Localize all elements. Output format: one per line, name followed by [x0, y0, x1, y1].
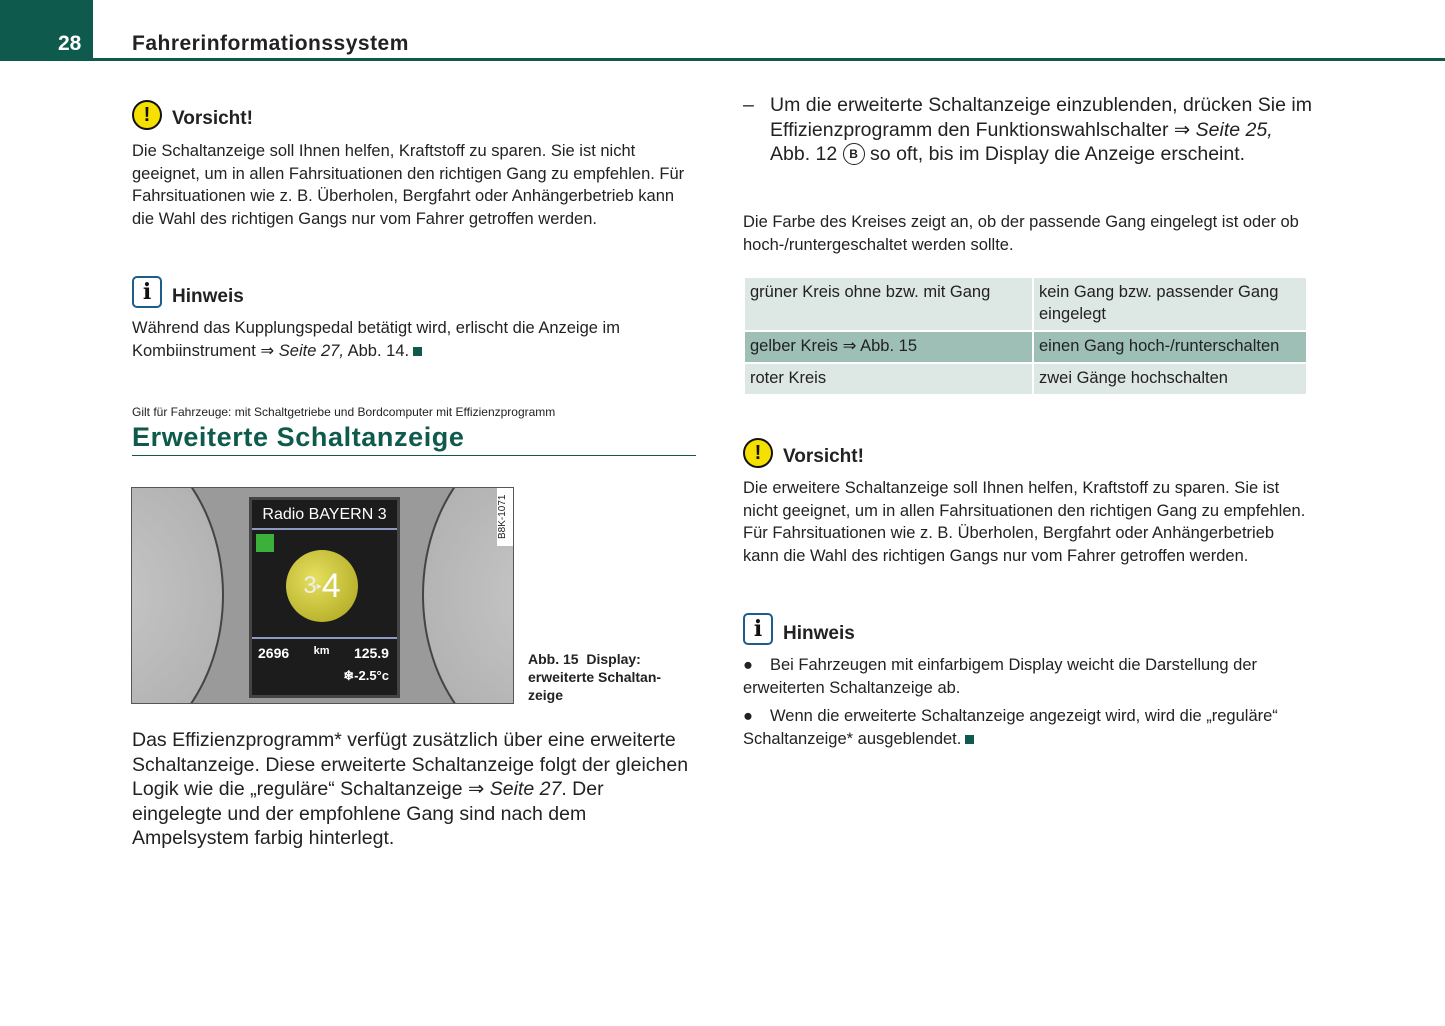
caution-text: Die Schaltanzeige soll Ihnen helfen, Kraftstoff zu sparen. Sie ist nicht geeignet, um in allen Fahrsituationen den richtigen Gang zu empfehlen. Für Fahrsituationen wie z. B. Überholen, Bergfahrt oder Anhängerbetrieb kann die Wahl des richtigen Gangs nur vom Fahrer getroffen werden.	[132, 142, 685, 228]
callout-b-icon: B	[843, 143, 865, 165]
caution-heading	[132, 100, 253, 130]
table-cell: grüner Kreis ohne bzw. mit Gang	[744, 277, 1033, 331]
page-reference-link[interactable]: Seite 25,	[1195, 118, 1273, 141]
end-marker-icon	[413, 347, 422, 356]
radio-station: Radio BAYERN 3	[262, 506, 387, 523]
warning-icon: !	[132, 100, 162, 130]
table-row	[744, 331, 1307, 363]
table-cell: kein Gang bzw. passender Gang eingelegt	[1033, 277, 1307, 331]
caption-number: Abb. 15	[528, 651, 579, 667]
body-text-a: Das Effizienzprogramm* verfügt zusätzlich über eine erweiterte Schaltanzeige. Diese erweiterte Schaltanzeige folgt der gleichen Logik wie die „reguläre“ Schaltanzeige ⇒	[132, 729, 689, 801]
left-gauge	[131, 487, 224, 704]
caution-text: Die erweitere Schaltanzeige soll Ihnen helfen, Kraftstoff zu sparen. Sie ist nicht geeignet, um in allen Fahrsituationen den richtigen Gang zu empfehlen. Für Fahrsituationen wie z. B. Überholen, Bergfahrt oder Anhängerbetrieb kann die Wahl des richtigen Gangs nur vom Fahrer getroffen werden.	[743, 479, 1306, 565]
odometer-unit: km	[313, 645, 330, 657]
list-item-text: Bei Fahrzeugen mit einfarbigem Display weicht die Darstellung der erweiterten Schaltanzeige ab.	[743, 656, 1257, 697]
applicability-note: Gilt für Fahrzeuge: mit Schaltgetriebe und Bordcomputer mit Effizienzprogramm	[132, 405, 556, 419]
header-rule	[0, 58, 1445, 61]
body-paragraph	[132, 728, 697, 851]
list-item	[743, 654, 1311, 699]
figure-id: B8K-1071	[497, 488, 513, 546]
chapter-title: Fahrerinformationssystem	[132, 32, 409, 55]
info-icon: i	[132, 276, 162, 308]
page-reference-link[interactable]: Seite 27	[489, 778, 562, 801]
end-marker-icon	[965, 735, 974, 744]
bullet-icon: ●	[743, 707, 753, 725]
recommended-gear: 4	[321, 566, 341, 605]
note-text-a: Während das Kupplungspedal betätigt wird, erlischt die Anzeige im Kombiinstrument ⇒	[132, 319, 620, 360]
efficiency-icon	[256, 534, 274, 552]
table-row	[744, 277, 1307, 331]
note-heading	[743, 613, 855, 645]
step-dash: –	[743, 94, 754, 116]
note-title: Hinweis	[783, 623, 855, 644]
figure-caption	[528, 650, 678, 704]
trip-value: 125.9	[353, 645, 389, 661]
odometer: 2696	[258, 645, 290, 661]
step-text-c: so oft, bis im Display die Anzeige erscheint.	[864, 143, 1246, 166]
body-text-b: . Der eingelegte und der empfohlene Gang sind nach dem Ampelsystem farbig hinterlegt.	[132, 778, 604, 850]
table-cell: roter Kreis	[744, 363, 1033, 395]
step-text-b: Abb. 12	[770, 143, 843, 166]
note-heading	[132, 276, 244, 308]
info-icon: i	[743, 613, 773, 645]
warning-icon: !	[743, 438, 773, 468]
note-text	[132, 317, 697, 362]
caution-title: Vorsicht!	[783, 446, 864, 467]
page-number: 28	[58, 32, 82, 55]
instruction-step	[743, 93, 1313, 167]
note-title: Hinweis	[172, 286, 244, 307]
driver-info-display	[249, 497, 400, 698]
snowflake-icon: ❄	[343, 668, 355, 683]
note-list	[743, 654, 1311, 750]
list-item-text: Wenn die erweiterte Schaltanzeige angezeigt wird, wird die „reguläre“ Schaltanzeige* ausgeblendet.	[743, 707, 1278, 748]
step-text-a: Um die erweiterte Schaltanzeige einzublenden, drücken Sie im Effizienzprogramm den Funktionswahlschalter ⇒	[770, 94, 1312, 141]
note-text-b: Abb. 14.	[343, 341, 410, 360]
table-cell: zwei Gänge hochschalten	[1033, 363, 1307, 395]
caution-heading	[743, 438, 864, 468]
color-meaning-table	[743, 276, 1308, 396]
current-gear: 3	[303, 572, 317, 599]
intro-text: Die Farbe des Kreises zeigt an, ob der passende Gang eingelegt ist oder ob hoch-/runtergeschaltet werden sollte.	[743, 213, 1299, 254]
table-cell: einen Gang hoch-/runterschalten	[1033, 331, 1307, 363]
list-item	[743, 705, 1311, 750]
page-reference-link[interactable]: Seite 27,	[278, 341, 344, 360]
table-row	[744, 363, 1307, 395]
instrument-cluster-figure	[131, 487, 514, 704]
bullet-icon: ●	[743, 656, 753, 674]
section-title: Erweiterte Schaltanzeige	[132, 422, 696, 456]
caption-text: Display: erweiterte Schaltanzeige	[528, 651, 662, 703]
outside-temperature: -2.5°c	[354, 668, 389, 683]
table-cell: gelber Kreis ⇒ Abb. 15	[744, 331, 1033, 363]
gear-circle: 3 ▸ 4	[286, 550, 358, 622]
caution-title: Vorsicht!	[172, 108, 253, 129]
